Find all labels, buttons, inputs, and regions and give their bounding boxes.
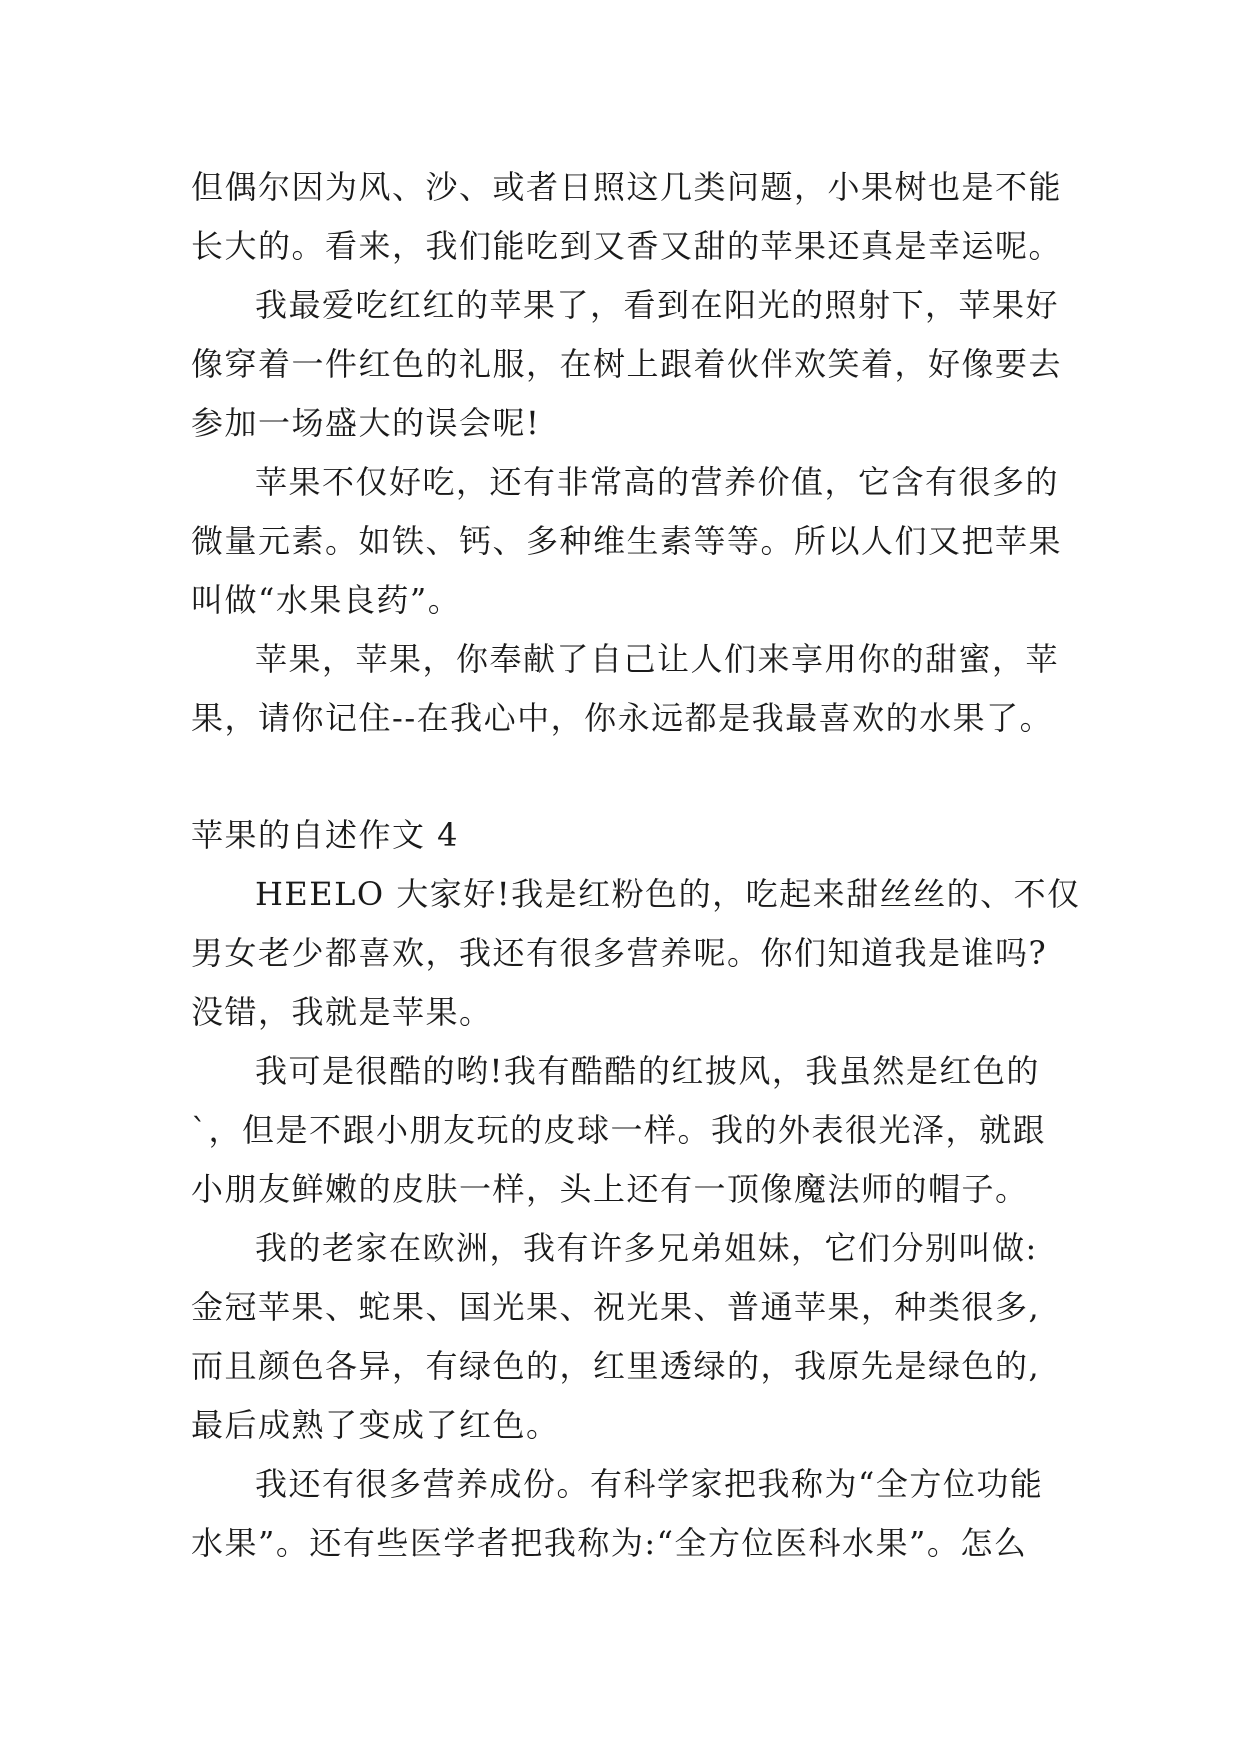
text-line: 而且颜色各异，有绿色的，红里透绿的，我原先是绿色的, — [191, 1347, 1041, 1385]
section-title: 苹果的自述作文 4 — [191, 816, 460, 854]
text-line: `，但是不跟小朋友玩的皮球一样。我的外表很光泽，就跟 — [191, 1111, 1047, 1149]
paragraph — [191, 1455, 1061, 1573]
text-line: 金冠苹果、蛇果、国光果、祝光果、普通苹果，种类很多, — [191, 1288, 1041, 1326]
text-line: 最后成熟了变成了红色。 — [191, 1406, 560, 1444]
text-line: 苹果，苹果，你奉献了自己让人们来享用你的甜蜜，苹 — [255, 640, 1060, 678]
text-line: 我还有很多营养成份。有科学家把我称为“全方位功能 — [255, 1465, 1044, 1503]
text-line: 但偶尔因为风、沙、或者日照这几类问题，小果树也是不能 — [191, 168, 1063, 206]
text-line: 叫做“水果良药”。 — [191, 581, 462, 619]
text-line: 小朋友鲜嫩的皮肤一样，头上还有一顶像魔法师的帽子。 — [191, 1170, 1029, 1208]
text-line: 我最爱吃红红的苹果了，看到在阳光的照射下，苹果好 — [255, 286, 1060, 324]
text-line: 没错，我就是苹果。 — [191, 993, 493, 1031]
paragraph — [191, 1042, 1061, 1219]
text-line: 参加一场盛大的误会呢! — [191, 404, 541, 442]
section-gap — [191, 748, 1061, 806]
text-line: 水果”。还有些医学者把我称为:“全方位医科水果”。怎么 — [191, 1524, 1028, 1562]
text-line: 长大的。看来，我们能吃到又香又甜的苹果还真是幸运呢。 — [191, 227, 1063, 265]
paragraph — [191, 276, 1061, 453]
text-line: HEELO 大家好!我是红粉色的，吃起来甜丝丝的、不仅 — [255, 875, 1081, 913]
text-line: 像穿着一件红色的礼服，在树上跟着伙伴欢笑着，好像要去 — [191, 345, 1063, 383]
document-body — [191, 158, 1081, 1573]
text-line: 我可是很酷的哟!我有酷酷的红披风，我虽然是红色的 — [255, 1052, 1040, 1090]
text-line: 微量元素。如铁、钙、多种维生素等等。所以人们又把苹果 — [191, 522, 1063, 560]
text-line: 苹果不仅好吃，还有非常高的营养价值，它含有很多的 — [255, 463, 1060, 501]
text-line: 男女老少都喜欢，我还有很多营养呢。你们知道我是谁吗? — [191, 934, 1048, 972]
paragraph — [191, 1219, 1061, 1455]
paragraph — [191, 630, 1061, 748]
paragraph — [191, 865, 1081, 1042]
text-line: 我的老家在欧洲，我有许多兄弟姐妹，它们分别叫做: — [255, 1229, 1038, 1267]
text-line: 果，请你记住--在我心中，你永远都是我最喜欢的水果了。 — [191, 699, 1054, 737]
paragraph — [191, 158, 1061, 276]
paragraph — [191, 453, 1061, 630]
